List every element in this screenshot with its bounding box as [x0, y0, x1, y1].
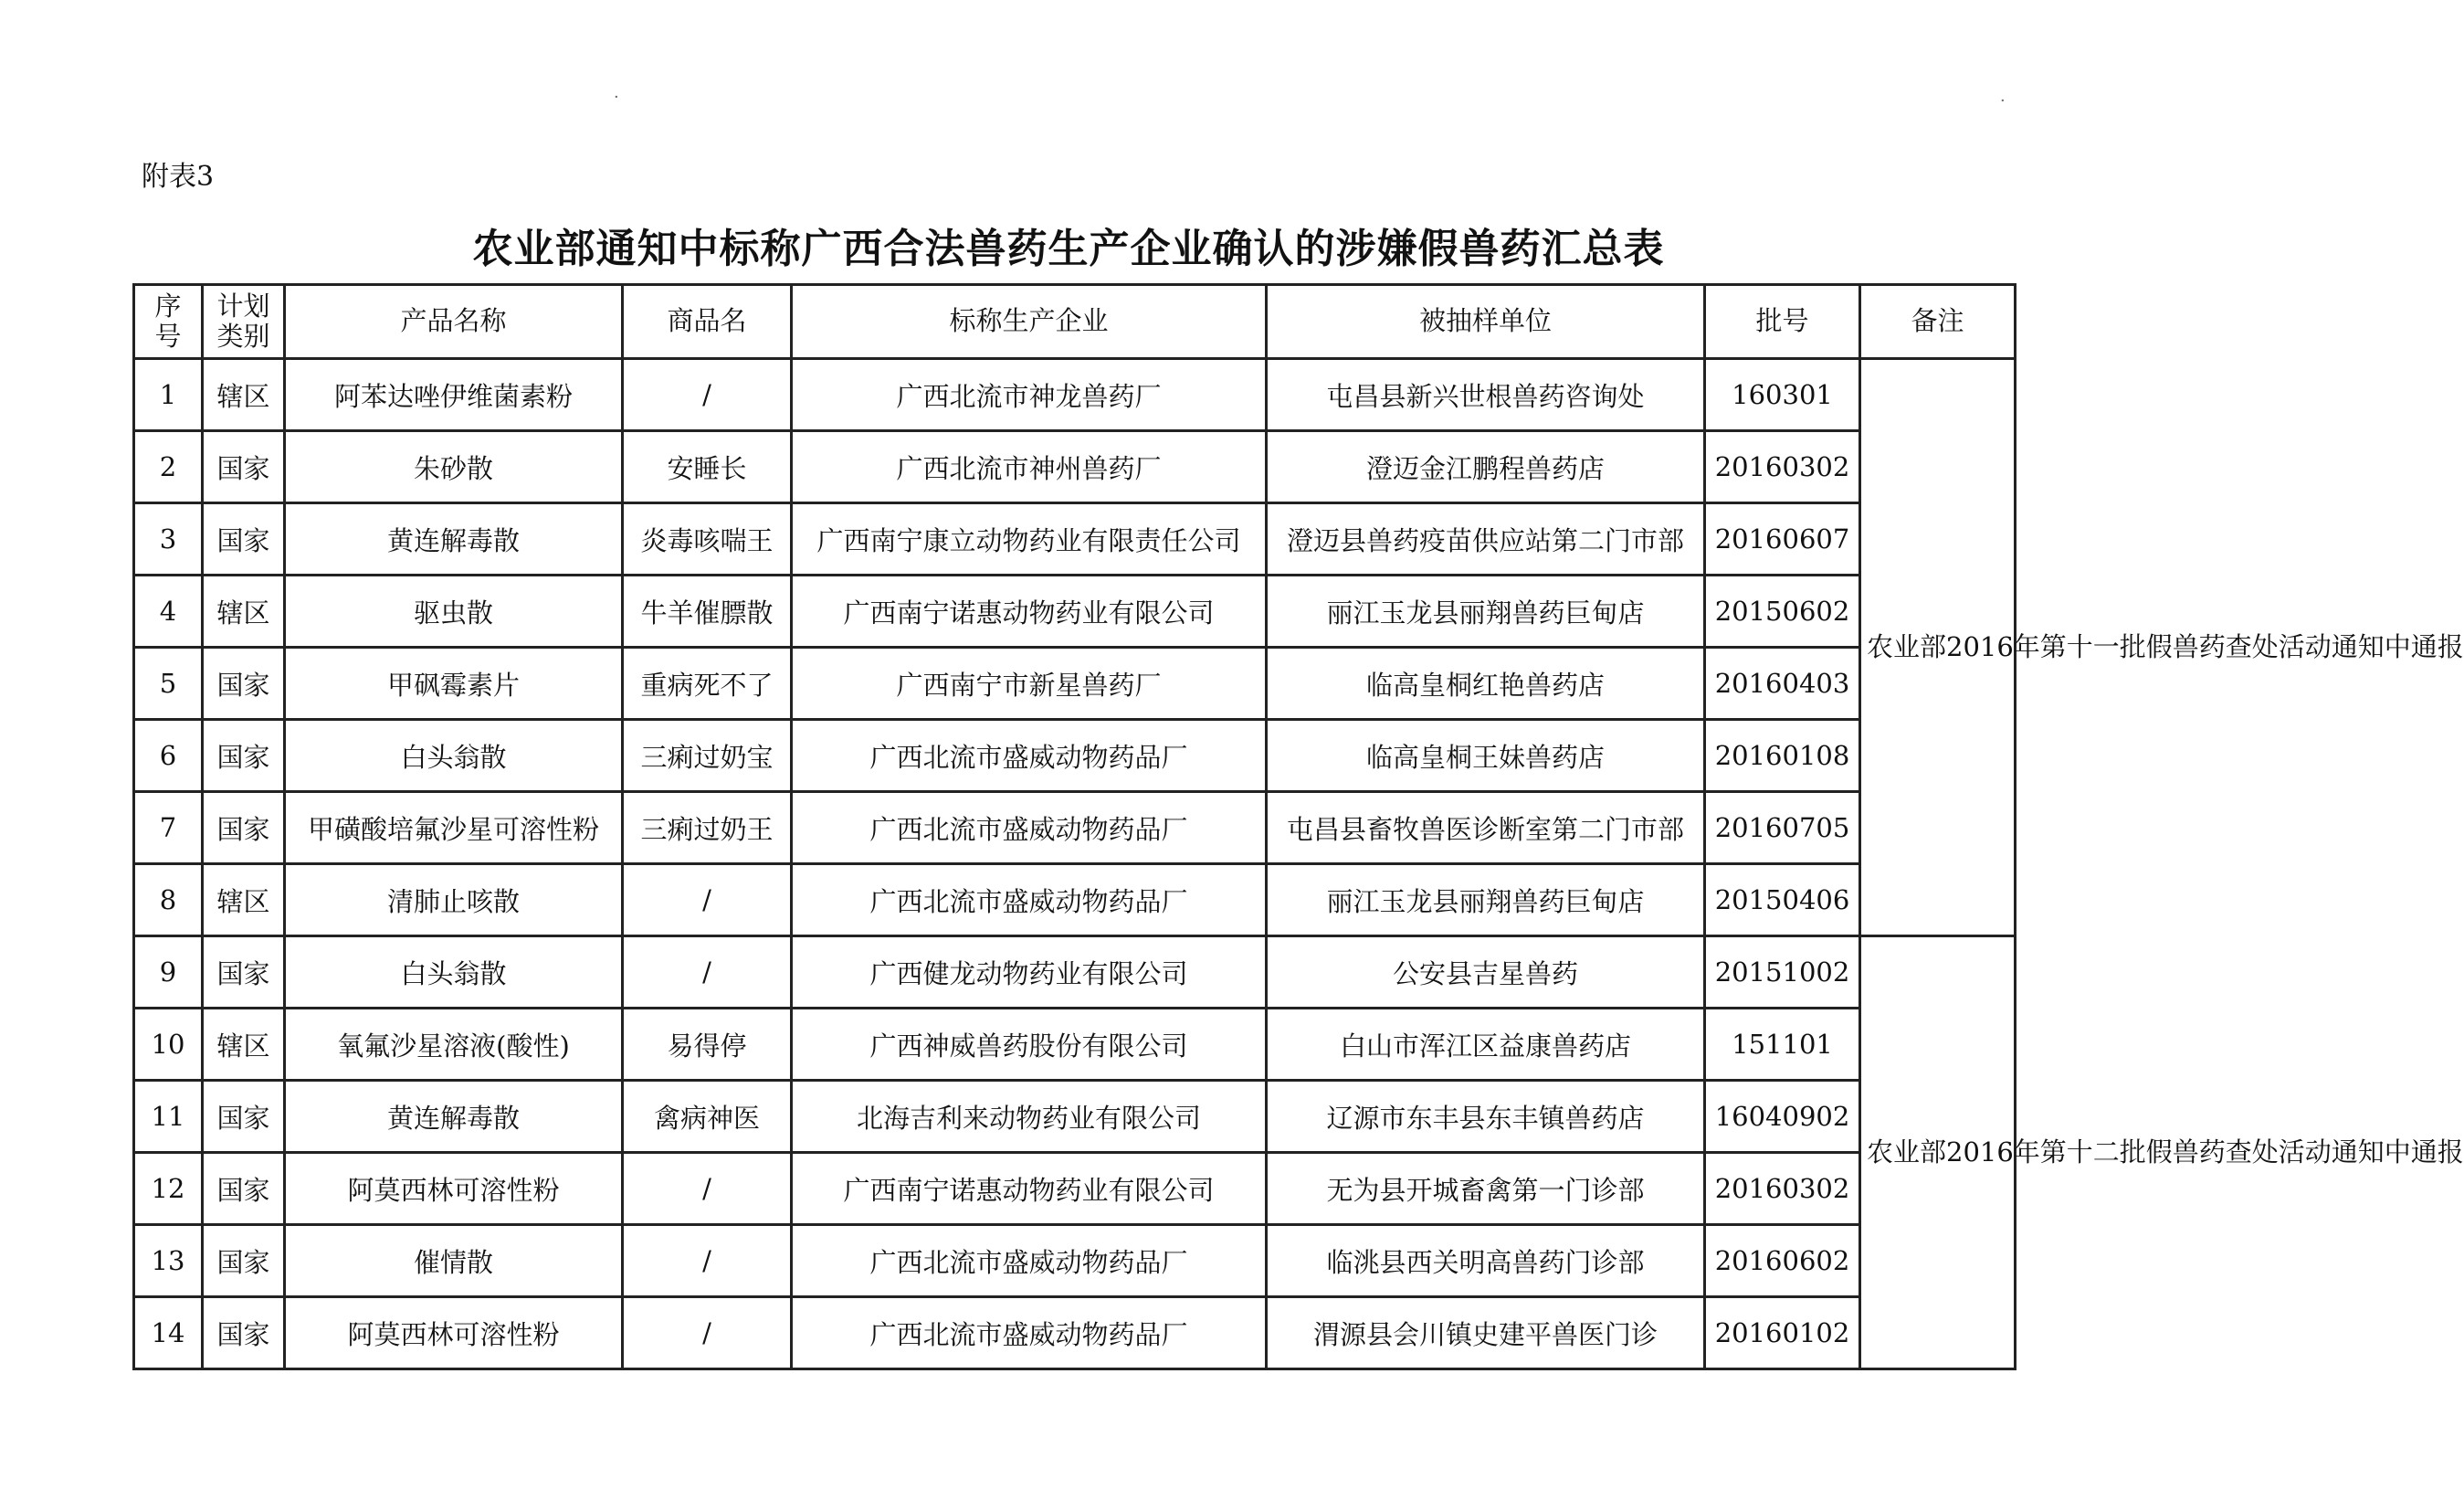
- cell-sampled-unit: 临洮县西关明高兽药门诊部: [1267, 1225, 1705, 1297]
- table-row: [134, 1153, 2016, 1225]
- cell-sampled-unit: 临高皇桐王妹兽药店: [1267, 720, 1705, 792]
- cell-product: 甲磺酸培氟沙星可溶性粉: [285, 792, 623, 864]
- cell-seq: 13: [134, 1225, 203, 1297]
- cell-product: 白头翁散: [285, 720, 623, 792]
- cell-batch: 20160403: [1705, 648, 1860, 720]
- cell-batch: 20160607: [1705, 503, 1860, 576]
- cell-category: 国家: [203, 431, 285, 503]
- cell-category: 国家: [203, 1225, 285, 1297]
- cell-trade-name: /: [623, 1153, 792, 1225]
- cell-seq: 7: [134, 792, 203, 864]
- table-row: [134, 720, 2016, 792]
- table-row: [134, 1297, 2016, 1369]
- cell-trade-name: 重病死不了: [623, 648, 792, 720]
- cell-batch: 20160705: [1705, 792, 1860, 864]
- cell-batch: 20160108: [1705, 720, 1860, 792]
- cell-manufacturer: 广西南宁市新星兽药厂: [792, 648, 1267, 720]
- cell-seq: 6: [134, 720, 203, 792]
- cell-trade-name: 禽病神医: [623, 1081, 792, 1153]
- cell-seq: 14: [134, 1297, 203, 1369]
- header-seq: 序号: [134, 285, 203, 359]
- cell-sampled-unit: 辽源市东丰县东丰镇兽药店: [1267, 1081, 1705, 1153]
- cell-sampled-unit: 丽江玉龙县丽翔兽药巨甸店: [1267, 576, 1705, 648]
- cell-seq: 4: [134, 576, 203, 648]
- table-body: [134, 359, 2464, 1369]
- cell-seq: 8: [134, 864, 203, 936]
- cell-product: 朱砂散: [285, 431, 623, 503]
- cell-product: 白头翁散: [285, 936, 623, 1009]
- cell-category: 辖区: [203, 576, 285, 648]
- header-remark: 备注: [1860, 285, 2016, 359]
- cell-batch: 20160302: [1705, 431, 1860, 503]
- document-title: 农业部通知中标称广西合法兽药生产企业确认的涉嫌假兽药汇总表: [472, 226, 1665, 272]
- cell-seq: 11: [134, 1081, 203, 1153]
- cell-sampled-unit: 临高皇桐红艳兽药店: [1267, 648, 1705, 720]
- cell-manufacturer: 广西北流市盛威动物药品厂: [792, 1297, 1267, 1369]
- cell-sampled-unit: 屯昌县畜牧兽医诊断室第二门市部: [1267, 792, 1705, 864]
- cell-batch: 20150406: [1705, 864, 1860, 936]
- table-row: [134, 792, 2016, 864]
- cell-category: 国家: [203, 720, 285, 792]
- cell-batch: 20160302: [1705, 1153, 1860, 1225]
- cell-trade-name: 安睡长: [623, 431, 792, 503]
- table-row: [134, 648, 2016, 720]
- cell-seq: 1: [134, 359, 203, 431]
- cell-sampled-unit: 公安县吉星兽药: [1267, 936, 1705, 1009]
- cell-product: 黄连解毒散: [285, 503, 623, 576]
- cell-manufacturer: 北海吉利来动物药业有限公司: [792, 1081, 1267, 1153]
- cell-manufacturer: 广西神威兽药股份有限公司: [792, 1009, 1267, 1081]
- cell-sampled-unit: 屯昌县新兴世根兽药咨询处: [1267, 359, 1705, 431]
- scan-speck: ·: [2000, 91, 2006, 111]
- header-product: 产品名称: [285, 285, 623, 359]
- attachment-label: 附表3: [142, 161, 215, 193]
- cell-trade-name: /: [623, 936, 792, 1009]
- header-trade-name: 商品名: [623, 285, 792, 359]
- cell-sampled-unit: 白山市浑江区益康兽药店: [1267, 1009, 1705, 1081]
- cell-batch: 20160102: [1705, 1297, 1860, 1369]
- cell-trade-name: 三痢过奶宝: [623, 720, 792, 792]
- cell-product: 阿莫西林可溶性粉: [285, 1153, 623, 1225]
- header-manufacturer: 标称生产企业: [792, 285, 1267, 359]
- cell-category: 辖区: [203, 359, 285, 431]
- table-row: [134, 576, 2016, 648]
- cell-product: 驱虫散: [285, 576, 623, 648]
- cell-sampled-unit: 澄迈金江鹏程兽药店: [1267, 431, 1705, 503]
- cell-seq: 12: [134, 1153, 203, 1225]
- cell-trade-name: /: [623, 359, 792, 431]
- cell-manufacturer: 广西北流市神龙兽药厂: [792, 359, 1267, 431]
- summary-table: [132, 283, 2464, 1370]
- table-row: [134, 431, 2016, 503]
- cell-batch: 20151002: [1705, 936, 1860, 1009]
- cell-seq: 5: [134, 648, 203, 720]
- cell-manufacturer: 广西北流市盛威动物药品厂: [792, 720, 1267, 792]
- header-category: 计划类别: [203, 285, 285, 359]
- scan-speck: ·: [614, 88, 619, 107]
- cell-sampled-unit: 澄迈县兽药疫苗供应站第二门市部: [1267, 503, 1705, 576]
- cell-category: 辖区: [203, 1009, 285, 1081]
- cell-product: 甲砜霉素片: [285, 648, 623, 720]
- cell-category: 国家: [203, 936, 285, 1009]
- cell-batch: 16040902: [1705, 1081, 1860, 1153]
- cell-trade-name: /: [623, 864, 792, 936]
- cell-batch: 160301: [1705, 359, 1860, 431]
- cell-seq: 10: [134, 1009, 203, 1081]
- cell-product: 氧氟沙星溶液(酸性): [285, 1009, 623, 1081]
- cell-manufacturer: 广西南宁康立动物药业有限责任公司: [792, 503, 1267, 576]
- table-row: [134, 359, 2016, 431]
- cell-remark: 农业部2016年第十二批假兽药查处活动通知中通报: [1860, 936, 2016, 1369]
- cell-manufacturer: 广西健龙动物药业有限公司: [792, 936, 1267, 1009]
- cell-trade-name: /: [623, 1225, 792, 1297]
- cell-category: 国家: [203, 1297, 285, 1369]
- cell-category: 国家: [203, 1153, 285, 1225]
- cell-category: 国家: [203, 503, 285, 576]
- cell-manufacturer: 广西北流市盛威动物药品厂: [792, 1225, 1267, 1297]
- cell-remark: 农业部2016年第十一批假兽药查处活动通知中通报: [1860, 359, 2016, 936]
- cell-manufacturer: 广西南宁诺惠动物药业有限公司: [792, 576, 1267, 648]
- cell-manufacturer: 广西南宁诺惠动物药业有限公司: [792, 1153, 1267, 1225]
- cell-batch: 151101: [1705, 1009, 1860, 1081]
- cell-manufacturer: 广西北流市盛威动物药品厂: [792, 864, 1267, 936]
- cell-product: 阿苯达唑伊维菌素粉: [285, 359, 623, 431]
- table-row: [134, 503, 2016, 576]
- cell-seq: 2: [134, 431, 203, 503]
- cell-category: 国家: [203, 792, 285, 864]
- cell-manufacturer: 广西北流市盛威动物药品厂: [792, 792, 1267, 864]
- cell-category: 国家: [203, 1081, 285, 1153]
- cell-trade-name: 易得停: [623, 1009, 792, 1081]
- cell-seq: 3: [134, 503, 203, 576]
- table-row: [134, 936, 2016, 1009]
- cell-trade-name: /: [623, 1297, 792, 1369]
- cell-product: 黄连解毒散: [285, 1081, 623, 1153]
- table-row: [134, 1081, 2016, 1153]
- cell-sampled-unit: 无为县开城畜禽第一门诊部: [1267, 1153, 1705, 1225]
- cell-product: 阿莫西林可溶性粉: [285, 1297, 623, 1369]
- table-row: [134, 1009, 2016, 1081]
- header-sampled-unit: 被抽样单位: [1267, 285, 1705, 359]
- cell-product: 催情散: [285, 1225, 623, 1297]
- cell-trade-name: 炎毒咳喘王: [623, 503, 792, 576]
- cell-seq: 9: [134, 936, 203, 1009]
- cell-sampled-unit: 渭源县会川镇史建平兽医门诊: [1267, 1297, 1705, 1369]
- cell-category: 辖区: [203, 864, 285, 936]
- cell-sampled-unit: 丽江玉龙县丽翔兽药巨甸店: [1267, 864, 1705, 936]
- header-batch: 批号: [1705, 285, 1860, 359]
- cell-batch: 20160602: [1705, 1225, 1860, 1297]
- cell-manufacturer: 广西北流市神州兽药厂: [792, 431, 1267, 503]
- cell-product: 清肺止咳散: [285, 864, 623, 936]
- cell-batch: 20150602: [1705, 576, 1860, 648]
- table-row: [134, 1225, 2016, 1297]
- cell-trade-name: 三痢过奶王: [623, 792, 792, 864]
- cell-category: 国家: [203, 648, 285, 720]
- table-row: [134, 864, 2016, 936]
- header-row: [134, 285, 2016, 359]
- cell-trade-name: 牛羊催膘散: [623, 576, 792, 648]
